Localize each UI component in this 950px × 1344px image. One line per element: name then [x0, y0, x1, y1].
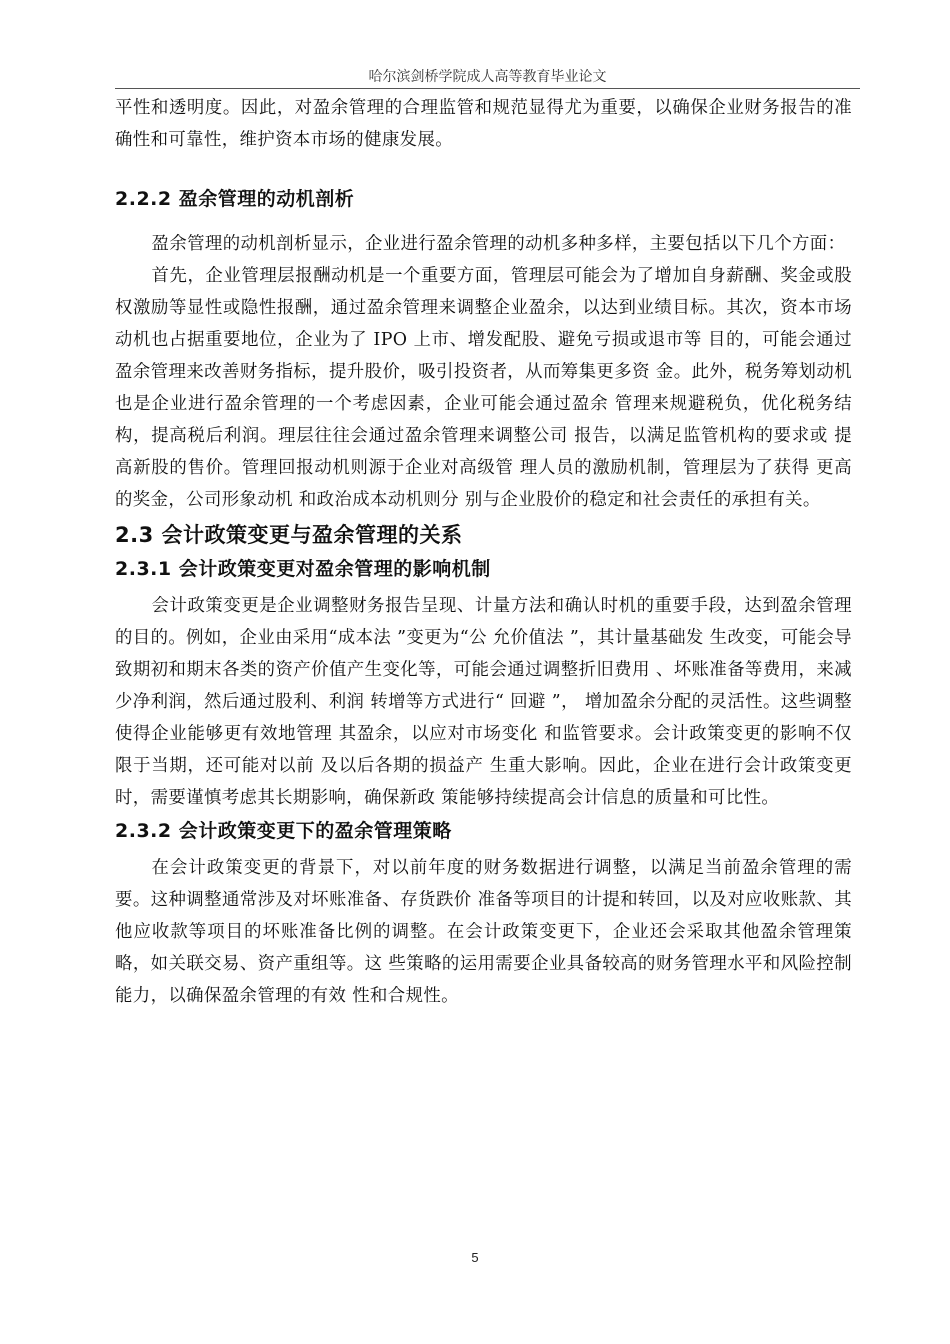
header-rule: [115, 88, 860, 89]
paragraph-intro: 平性和透明度。因此，对盈余管理的合理监管和规范显得尤为重要，以确保企业财务报告的准确性和可靠性，维护资本市场的健康发展。: [115, 98, 852, 150]
paragraph-strategies: 在会计政策变更的背景下，对以前年度的财务数据进行调整，以满足当前盈余管理的需要。这种调整通常涉及对坏账准备、存货跌价 准备等项目的计提和转回，以及对应收账款、其他应收款等项目的坏账准备比例的调整。在会计政策变更下，企业还会采取其他盈余管理策略，如关联交易、资产重组等。这 些策略的运用需要企业具备较高的财务管理水平和风险控制能力，以确保盈余管理的有效 性和合规性。: [115, 858, 852, 1006]
paragraph-motives-intro: 盈余管理的动机剖析显示，企业进行盈余管理的动机多种多样，主要包括以下几个方面：: [151, 234, 846, 254]
heading-2-3-2: 2.3.2 会计政策变更下的盈余管理策略: [115, 820, 452, 842]
heading-2-3-1: 2.3.1 会计政策变更对盈余管理的影响机制: [115, 558, 491, 580]
page-body: [115, 92, 852, 1012]
page-number: 5: [471, 1250, 479, 1265]
paragraph-influence-mechanism: 会计政策变更是企业调整财务报告呈现、计量方法和确认时机的重要手段，达到盈余管理的目的。例如，企业由采用“成本法 ”变更为“公 允价值法 ”，其计量基础发 生改变，可能会导致期初和期末各类的资产价值产生变化等，可能会通过调整折旧费用 、坏账准备等费用，来减少净利润，然后通过股利、利润 转增等方式进行“ 回避 ”， 增加盈余分配的灵活性。这些调整使得企业能够更有效地管理 其盈余，以应对市场变化 和监管要求。会计政策变更的影响不仅限于当期，还可能对以前 及以后各期的损益产 生重大影响。因此，企业在进行会计政策变更时，需要谨慎考虑其长期影响，确保新政 策能够持续提高会计信息的质量和可比性。: [115, 596, 852, 808]
heading-2-3: 2.3 会计政策变更与盈余管理的关系: [115, 523, 463, 547]
running-header: 哈尔滨剑桥学院成人高等教育毕业论文: [368, 69, 607, 85]
heading-2-2-2: 2.2.2 盈余管理的动机剖析: [115, 188, 355, 210]
paragraph-motives-detail: 首先，企业管理层报酬动机是一个重要方面，管理层可能会为了增加自身薪酬、奖金或股权激励等显性或隐性报酬，通过盈余管理来调整企业盈余，以达到业绩目标。其次，资本市场动机也占据重要地位，企业为了 IPO 上市、增发配股、避免亏损或退市等 目的，可能会通过盈余管理来改善财务指标，提升股价，吸引投资者，从而筹集更多资 金。此外，税务筹划动机也是企业进行盈余管理的一个考虑因素，企业可能会通过盈余 管理来规避税负，优化税务结构，提高税后利润。理层往往会通过盈余管理来调整公司 报告，以满足监管机构的要求或 提高新股的售价。管理回报动机则源于企业对高级管 理人员的激励机制，管理层为了获得 更高的奖金，公司形象动机 和政治成本动机则分 别与企业股价的稳定和社会责任的承担有关。: [115, 266, 852, 510]
